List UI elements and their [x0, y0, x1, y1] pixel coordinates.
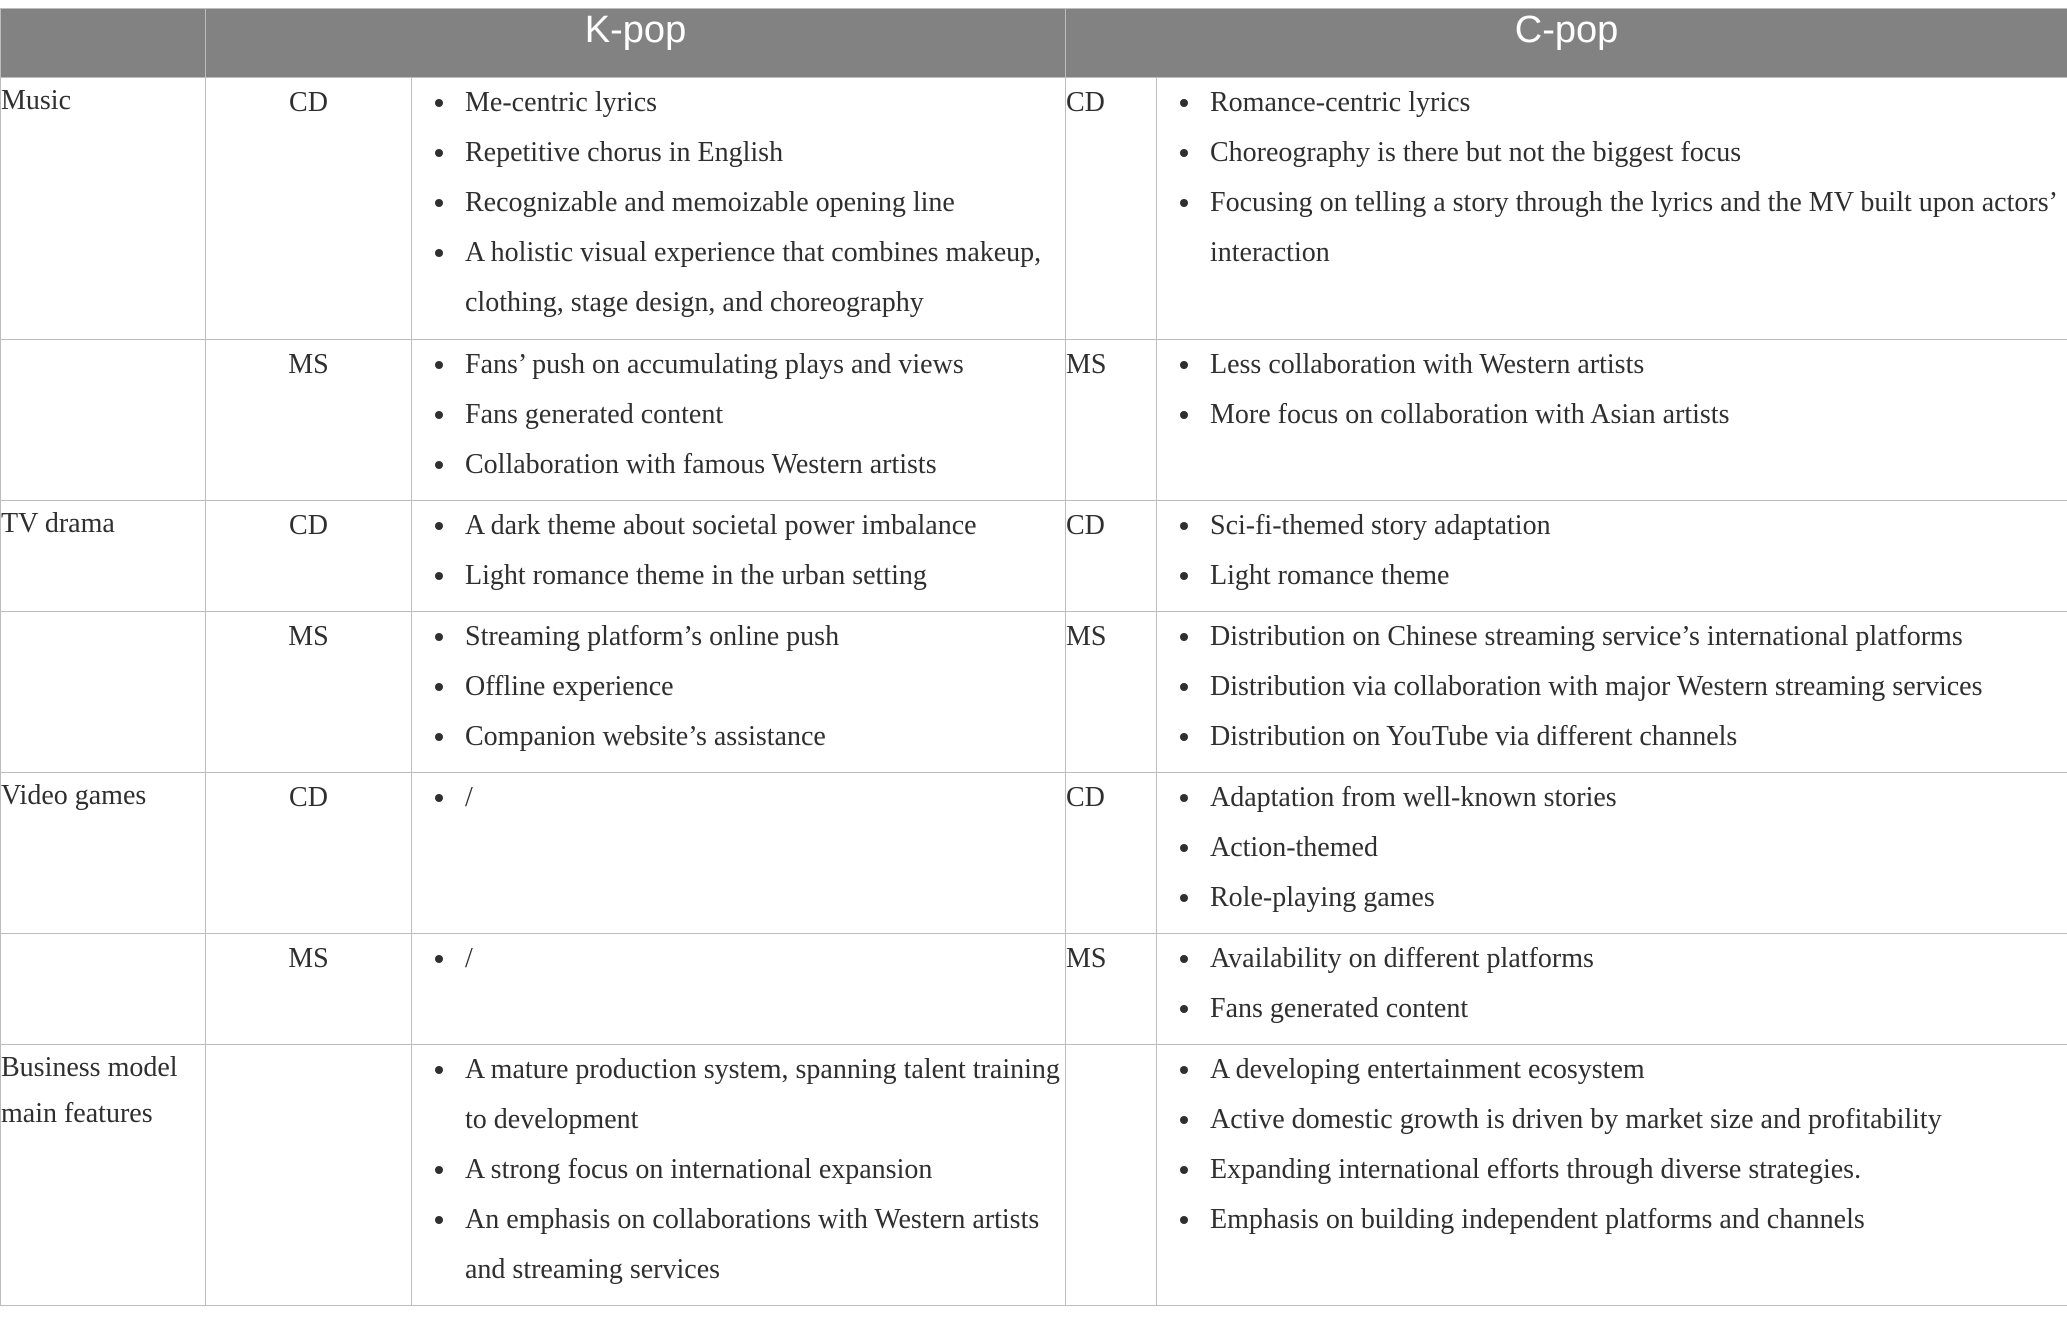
- cpop-bullet-list: [1157, 340, 2067, 440]
- category-cell: [1, 340, 206, 501]
- list-item: Offline experience: [465, 662, 1065, 712]
- kpop-code-cell: MS: [206, 934, 412, 1045]
- cpop-code-cell: MS: [1066, 340, 1157, 501]
- cpop-items-cell: [1157, 612, 2067, 773]
- list-item: Adaptation from well-known stories: [1210, 773, 2067, 823]
- table-row: [1, 1045, 2067, 1306]
- table-row: [1, 501, 2067, 612]
- list-item: Fans generated content: [1210, 984, 2067, 1034]
- table-body: [1, 78, 2067, 1306]
- list-item: Availability on different platforms: [1210, 934, 2067, 984]
- kpop-bullet-list: [412, 773, 1065, 823]
- category-cell: Business model main features: [1, 1045, 206, 1306]
- category-cell: [1, 612, 206, 773]
- list-item: A mature production system, spanning talent training to development: [465, 1045, 1065, 1145]
- list-item: A holistic visual experience that combines makeup, clothing, stage design, and choreography: [465, 228, 1065, 328]
- header-cpop: C-pop: [1066, 9, 2067, 78]
- list-item: Less collaboration with Western artists: [1210, 340, 2067, 390]
- cpop-items-cell: [1157, 501, 2067, 612]
- list-item: Distribution via collaboration with major Western streaming services: [1210, 662, 2067, 712]
- cpop-items-cell: [1157, 934, 2067, 1045]
- list-item: Repetitive chorus in English: [465, 128, 1065, 178]
- cpop-items-cell: [1157, 340, 2067, 501]
- list-item: Fans’ push on accumulating plays and views: [465, 340, 1065, 390]
- list-item: Fans generated content: [465, 390, 1065, 440]
- list-item: Action-themed: [1210, 823, 2067, 873]
- cpop-items-cell: [1157, 78, 2067, 340]
- cpop-code-cell: CD: [1066, 773, 1157, 934]
- list-item: Sci-fi-themed story adaptation: [1210, 501, 2067, 551]
- kpop-items-cell: [412, 78, 1066, 340]
- list-item: A dark theme about societal power imbalance: [465, 501, 1065, 551]
- list-item: Me-centric lyrics: [465, 78, 1065, 128]
- cpop-bullet-list: [1157, 78, 2067, 278]
- list-item: Light romance theme in the urban setting: [465, 551, 1065, 601]
- cpop-bullet-list: [1157, 934, 2067, 1034]
- list-item: Romance-centric lyrics: [1210, 78, 2067, 128]
- list-item: Role-playing games: [1210, 873, 2067, 923]
- cpop-bullet-list: [1157, 612, 2067, 762]
- list-item: A strong focus on international expansion: [465, 1145, 1065, 1195]
- list-item: Collaboration with famous Western artists: [465, 440, 1065, 490]
- table-row: [1, 78, 2067, 340]
- cpop-code-cell: [1066, 1045, 1157, 1306]
- header-kpop: K-pop: [206, 9, 1066, 78]
- list-item: Distribution on YouTube via different channels: [1210, 712, 2067, 762]
- category-cell: Music: [1, 78, 206, 340]
- kpop-bullet-list: [412, 501, 1065, 601]
- table-row: [1, 612, 2067, 773]
- kpop-bullet-list: [412, 78, 1065, 328]
- kpop-items-cell: [412, 501, 1066, 612]
- category-cell: [1, 934, 206, 1045]
- kpop-bullet-list: [412, 340, 1065, 490]
- header-row: [1, 9, 2067, 78]
- kpop-code-cell: CD: [206, 501, 412, 612]
- comparison-table-container: [0, 8, 2067, 1306]
- kpop-code-cell: CD: [206, 773, 412, 934]
- cpop-bullet-list: [1157, 773, 2067, 923]
- kpop-bullet-list: [412, 1045, 1065, 1295]
- table-row: [1, 340, 2067, 501]
- cpop-code-cell: CD: [1066, 78, 1157, 340]
- list-item: Light romance theme: [1210, 551, 2067, 601]
- list-item: Choreography is there but not the biggest focus: [1210, 128, 2067, 178]
- cpop-code-cell: MS: [1066, 934, 1157, 1045]
- kpop-code-cell: MS: [206, 612, 412, 773]
- list-item: Distribution on Chinese streaming service’s international platforms: [1210, 612, 2067, 662]
- cpop-code-cell: CD: [1066, 501, 1157, 612]
- kpop-bullet-list: [412, 934, 1065, 984]
- list-item: Recognizable and memoizable opening line: [465, 178, 1065, 228]
- kpop-code-cell: [206, 1045, 412, 1306]
- kpop-items-cell: [412, 773, 1066, 934]
- list-item: /: [465, 773, 1065, 823]
- cpop-bullet-list: [1157, 501, 2067, 601]
- cpop-code-cell: MS: [1066, 612, 1157, 773]
- list-item: Expanding international efforts through diverse strategies.: [1210, 1145, 2067, 1195]
- header-blank-cell: [1, 9, 206, 78]
- list-item: Active domestic growth is driven by market size and profitability: [1210, 1095, 2067, 1145]
- category-cell: TV drama: [1, 501, 206, 612]
- kpop-code-cell: CD: [206, 78, 412, 340]
- kpop-items-cell: [412, 1045, 1066, 1306]
- kpop-items-cell: [412, 934, 1066, 1045]
- list-item: Companion website’s assistance: [465, 712, 1065, 762]
- list-item: Streaming platform’s online push: [465, 612, 1065, 662]
- kpop-cpop-comparison-table: [0, 8, 2067, 1306]
- cpop-items-cell: [1157, 773, 2067, 934]
- cpop-bullet-list: [1157, 1045, 2067, 1245]
- list-item: A developing entertainment ecosystem: [1210, 1045, 2067, 1095]
- table-row: [1, 934, 2067, 1045]
- table-row: [1, 773, 2067, 934]
- cpop-items-cell: [1157, 1045, 2067, 1306]
- list-item: Emphasis on building independent platforms and channels: [1210, 1195, 2067, 1245]
- kpop-items-cell: [412, 340, 1066, 501]
- list-item: /: [465, 934, 1065, 984]
- kpop-code-cell: MS: [206, 340, 412, 501]
- kpop-items-cell: [412, 612, 1066, 773]
- list-item: An emphasis on collaborations with Western artists and streaming services: [465, 1195, 1065, 1295]
- list-item: Focusing on telling a story through the lyrics and the MV built upon actors’ interaction: [1210, 178, 2067, 278]
- list-item: More focus on collaboration with Asian artists: [1210, 390, 2067, 440]
- category-cell: Video games: [1, 773, 206, 934]
- kpop-bullet-list: [412, 612, 1065, 762]
